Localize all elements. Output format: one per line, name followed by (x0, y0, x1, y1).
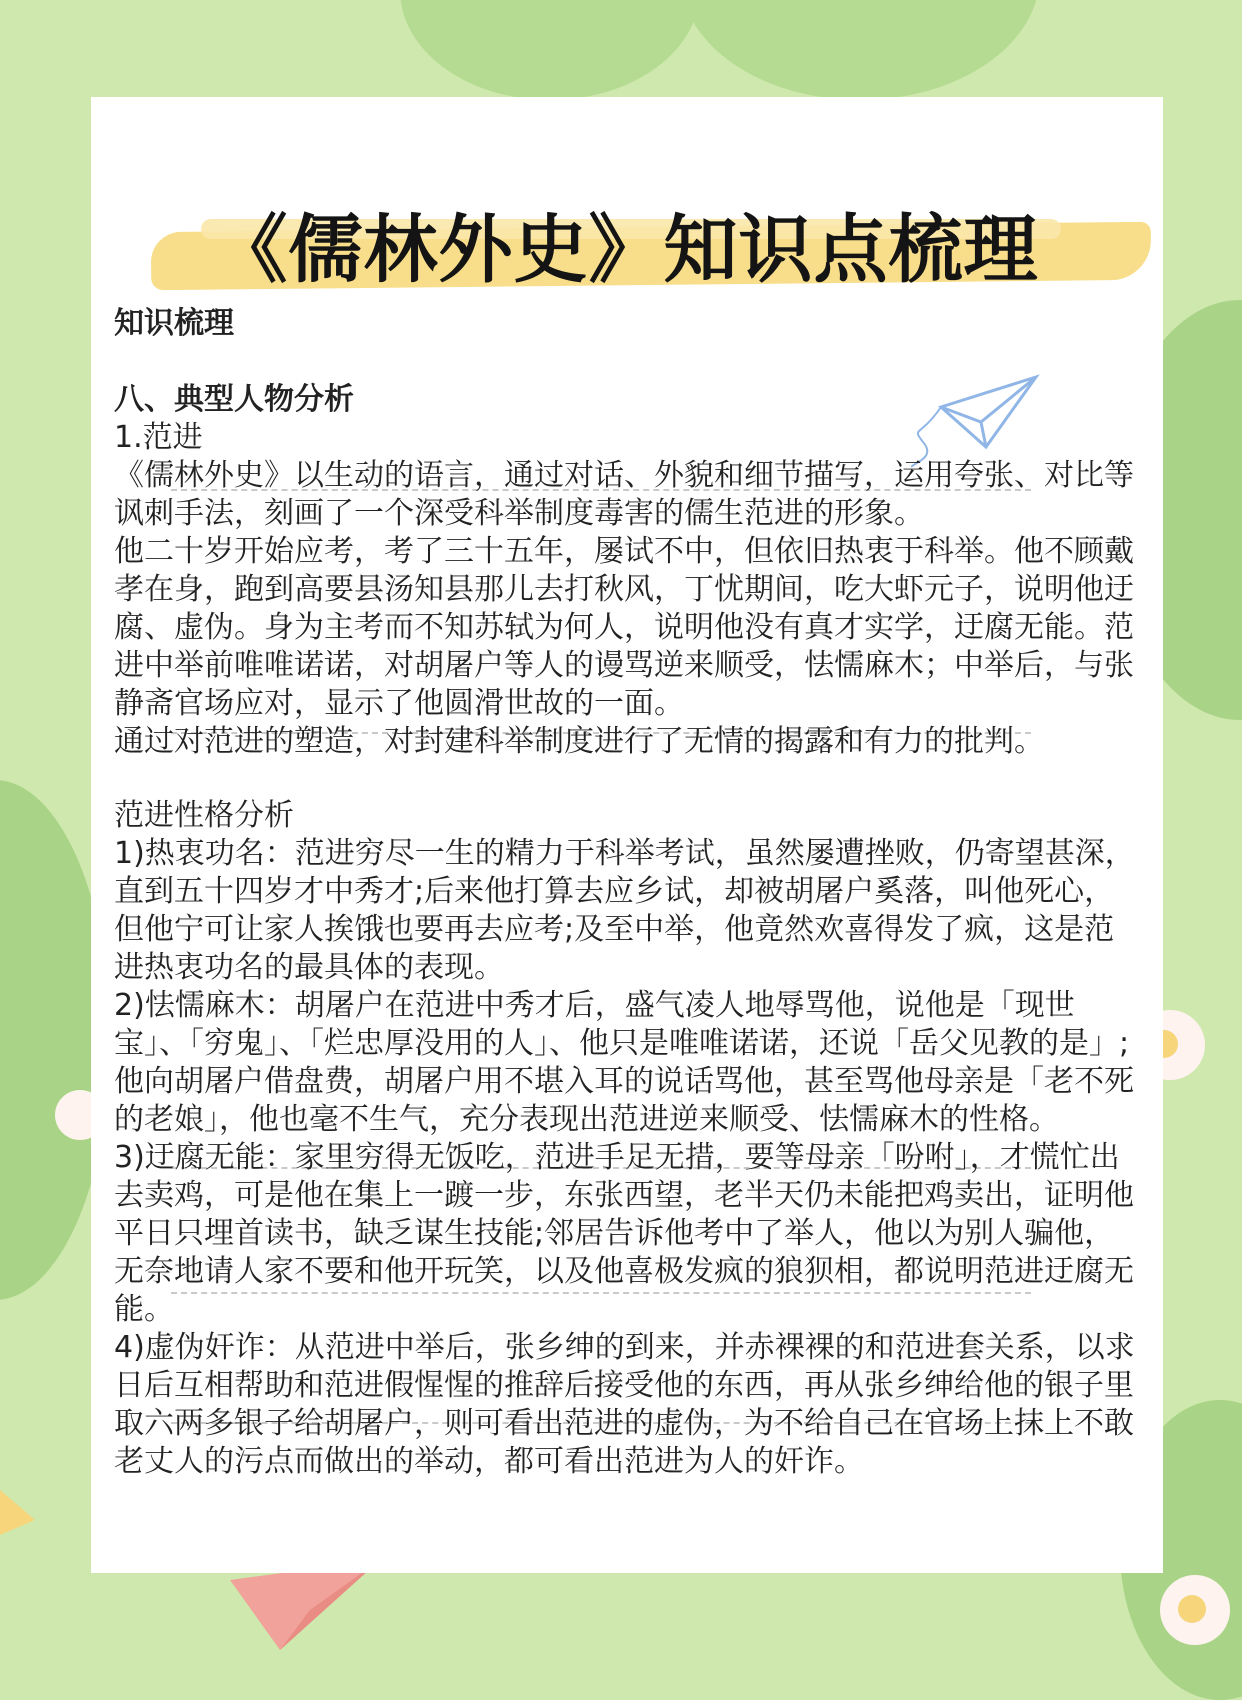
flower-icon (1178, 1595, 1206, 1623)
background-blob (400, 0, 700, 100)
paragraph: 他二十岁开始应考，考了三十五年，屡试不中，但依旧热衷于科举。他不顾戴孝在身，跑到高要县汤知县那儿去打秋风，丁忧期间，吃大虾元子，说明他迂腐、虚伪。身为主考而不知苏轼为何人，说明他没有真才实学，迂腐无能。范进中举前唯唯诺诺，对胡屠户等人的谩骂逆来顺受，怯懦麻木；中举后，与张静斋官场应对，显示了他圆滑世故的一面。 (114, 534, 1134, 721)
trait-paragraph: 2)怯懦麻木：胡屠户在范进中秀才后，盛气凌人地辱骂他，说他是「现世宝」、「穷鬼」、「烂忠厚没用的人」、他只是唯唯诺诺，还说「岳父见教的是」;他向胡屠户借盘费，胡屠户用不堪入耳的说话骂他，甚至骂他母亲是「老不死的老娘」，他也毫不生气，充分表现出范进逆来顺受、怯懦麻木的性格。 (114, 988, 1134, 1137)
paragraph: 《儒林外史》以生动的语言，通过对话、外貌和细节描写，运用夸张、对比等讽刺手法，刻画了一个深受科举制度毒害的儒生范进的形象。 (114, 458, 1134, 531)
analysis-title: 范进性格分析 (114, 798, 294, 833)
title-area (121, 167, 1131, 317)
item-title: 1.范进 (114, 420, 203, 455)
background-blob (680, 0, 1040, 100)
page-title: 《儒林外史》知识点梳理 (213, 207, 1039, 293)
article-body (114, 305, 1144, 1481)
subheading: 八、典型人物分析 (114, 382, 354, 417)
paragraph: 通过对范进的塑造，对封建科举制度进行了无情的揭露和有力的批判。 (114, 724, 1044, 759)
content-card (91, 97, 1163, 1573)
trait-paragraph: 4)虚伪奸诈：从范进中举后，张乡绅的到来，并赤裸裸的和范进套关系，以求日后互相帮助和范进假惺惺的推辞后接受他的东西，再从张乡绅给他的银子里取六两多银子给胡屠户，则可看出范进的虚伪，为不给自己在官场上抹上不敢老丈人的污点而做出的举动，都可看出范进为人的奸诈。 (114, 1330, 1135, 1479)
trait-paragraph: 3)迂腐无能：家里穷得无饭吃，范进手足无措，要等母亲「吩咐」，才慌忙出去卖鸡，可是他在集上一踱一步，东张西望，老半天仍未能把鸡卖出，证明他平日只埋首读书，缺乏谋生技能;邻居告诉他考中了举人，他以为别人骗他，无奈地请人家不要和他开玩笑，以及他喜极发疯的狼狈相，都说明范进迂腐无能。 (114, 1140, 1134, 1327)
trait-paragraph: 1)热衷功名：范进穷尽一生的精力于科举考试，虽然屡遭挫败，仍寄望甚深，直到五十四岁才中秀才;后来他打算去应乡试，却被胡屠户奚落，叫他死心，但他宁可让家人挨饿也要再去应考;及至中举，他竟然欢喜得发了疯，这是范进热衷功名的最具体的表现。 (114, 836, 1135, 985)
section-heading: 知识梳理 (114, 306, 234, 341)
paper-plane-icon (0, 1480, 40, 1540)
